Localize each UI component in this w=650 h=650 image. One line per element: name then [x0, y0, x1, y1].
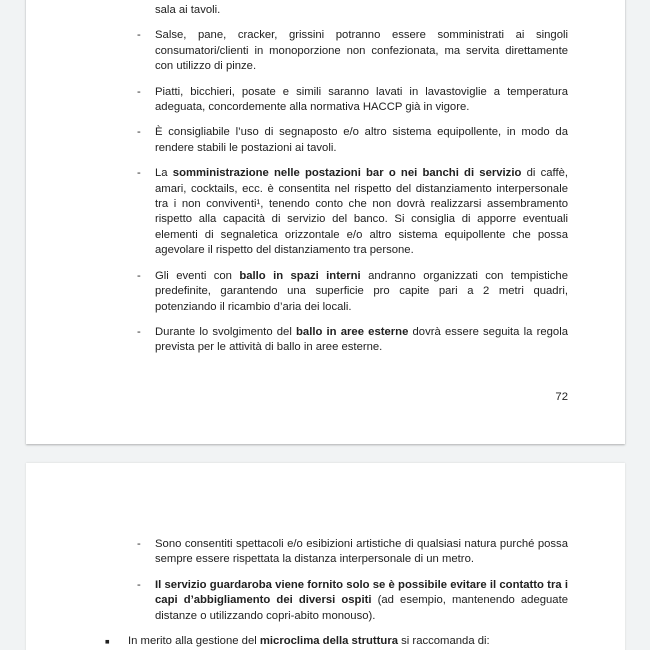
list-item-text: dovrà essere seguita la regola prevista per le attività di ballo in aree esterne. — [155, 325, 568, 354]
dash-bullet: - — [137, 85, 141, 98]
list-item — [137, 85, 568, 116]
list-item-text: (ad esempio, mantenendo adeguate distanze o utilizzando copri-abito monouso). — [155, 594, 569, 622]
list-item-text-bold: ballo in aree esterne — [296, 325, 409, 338]
document-page-72 — [26, 0, 625, 444]
square-bullet: ■ — [105, 636, 110, 646]
list-item — [137, 325, 568, 356]
list-item-text-bold: somministrazione nelle postazioni bar o nei banchi di servizio — [172, 167, 522, 180]
list-item-text: andranno organizzati con tempistiche predefinite, garantendo una superficie pro capite pari a 2 metri quadri, potenziando il ricambio d’aria dei locali. — [155, 269, 568, 313]
dash-bullet: - — [137, 325, 141, 338]
list-item — [137, 578, 569, 624]
dash-bullet: - — [137, 126, 141, 139]
list-item-text: Sono consentiti spettacoli e/o esibizioni artistiche di qualsiasi natura purché possa sempre essere rispettata la distanza interpersonale di un metro. — [155, 538, 568, 566]
list-item-text-bold: Il servizio guardaroba viene fornito solo se è possibile evitare il contatto tra i capi d’abbigliamento dei diversi ospiti — [155, 578, 568, 607]
list-item — [137, 28, 568, 74]
paragraph-continuation: sala ai tavoli. — [155, 4, 221, 16]
dash-bullet: - — [137, 269, 141, 282]
list-item-text: si raccomanda di: — [398, 635, 490, 648]
list-item-text: di caffè, amari, cocktails, ecc. è consentita nel rispetto del distanziamento interpersonale tra i non conviventi¹, tenendo conto che non dovrà realizzarsi assembramento rispetto alla capacità di servizio del banco. Si consiglia di apporre eventuali elementi di segnaletica orizzontale e/o altro sistema equipollente che possa agevolare il rispetto del distanziamento tra persone. — [155, 167, 568, 257]
dash-bullet: - — [137, 29, 141, 42]
list-item — [105, 634, 568, 649]
document-page-73 — [26, 463, 625, 650]
list-item-text-bold: ballo in spazi interni — [239, 269, 361, 282]
page-number: 72 — [555, 391, 568, 403]
list-item — [137, 125, 568, 156]
dash-bullet: - — [137, 538, 141, 550]
list-item-text: Salse, pane, cracker, grissini potranno essere somministrati ai singoli consumatori/clienti in monoporzione non confezionata, ma servita direttamente con utilizzo di pinze. — [155, 29, 568, 73]
list-item — [137, 537, 568, 568]
list-item-text-bold: microclima della struttura — [259, 635, 398, 648]
list-item-text: Gli eventi con — [155, 269, 240, 282]
list-item-text: In merito alla gestione del — [128, 635, 260, 648]
list-item-text: È consigliabile l’uso di segnaposto e/o altro sistema equipollente, in modo da rendere stabili le postazioni ai tavoli. — [155, 126, 568, 154]
list-item — [137, 269, 568, 315]
dash-bullet: - — [137, 578, 141, 591]
list-item-text: Piatti, bicchieri, posate e simili saranno lavati in lavastoviglie a temperatura adeguata, concordemente alla normativa HACCP già in vigore. — [155, 85, 568, 114]
list-item-text: La — [155, 167, 173, 180]
list-item — [137, 166, 568, 258]
dash-bullet: - — [137, 167, 141, 180]
list-item-text: Durante lo svolgimento del — [155, 325, 297, 338]
